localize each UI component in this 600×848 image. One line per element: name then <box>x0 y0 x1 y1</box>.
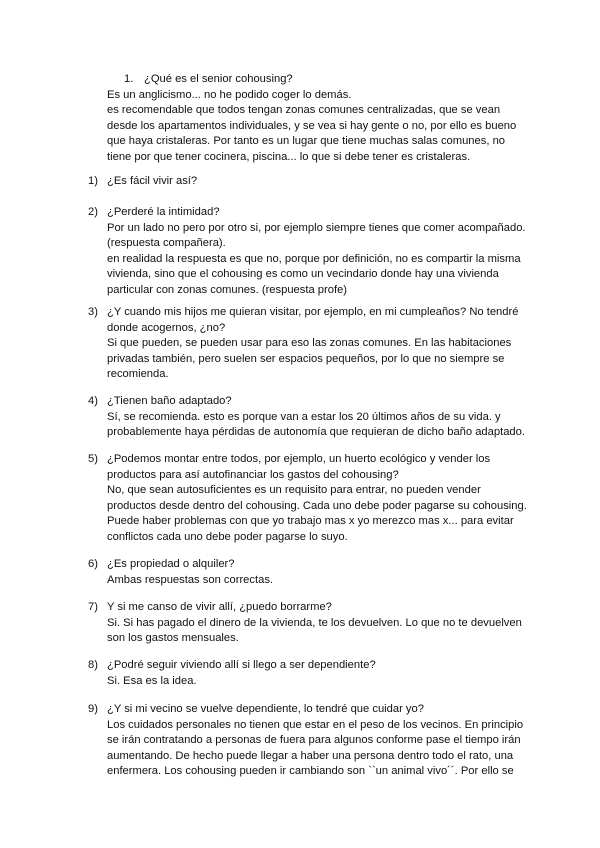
item-number: 8) <box>88 659 98 671</box>
item-question: productos para así autofinanciar los gastos del cohousing? <box>107 468 399 481</box>
item-answer-line: privadas también, pero suelen ser espacios pequeños, por lo que no siempre se <box>107 352 505 365</box>
item-question: ¿Perderé la intimidad? <box>107 206 220 218</box>
intro-line: Es un anglicismo... no he podido coger lo demás. <box>107 88 352 101</box>
item-question: ¿Es propiedad o alquiler? <box>107 558 235 570</box>
item-answer-line: particular con zonas comunes. (respuesta profe) <box>107 284 348 296</box>
intro-line: es recomendable que todos tengan zonas comunes centralizadas, que se vean <box>107 104 501 117</box>
intro-line: que haya cristaleras. Por tanto es un lugar que tiene muchas salas comunes, no <box>107 135 506 148</box>
item-question: donde acogernos, ¿no? <box>107 321 226 334</box>
item-answer-line: enfermera. Los cohousing pueden ir cambiando son ``un animal vivo´´. Por ello se <box>107 765 514 778</box>
item-answer-line: Ambas respuestas son correctas. <box>107 573 274 586</box>
item-number: 7) <box>88 601 98 613</box>
item-answer-line: Sí, se recomienda. esto es porque van a estar los 20 últimos años de su vida. y <box>107 410 501 423</box>
item-answer-line: Si. Esa es la idea. <box>107 674 197 687</box>
item-answer-line: Los cuidados personales no tienen que estar en el peso de los vecinos. En principio <box>107 718 524 731</box>
item-question: ¿Y si mi vecino se vuelve dependiente, lo tendré que cuidar yo? <box>107 703 424 715</box>
item-answer-line: vivienda, sino que el cohousing es como un vecindario donde hay una vivienda <box>107 268 499 281</box>
item-question: ¿Tienen baño adaptado? <box>107 395 232 407</box>
item-question: ¿Podré seguir viviendo allí si llego a ser dependiente? <box>107 659 376 671</box>
item-number: 6) <box>88 558 98 570</box>
item-number: 2) <box>88 206 98 218</box>
item-answer-line: en realidad la respuesta es que no, porque por definición, no es compartir la misma <box>107 252 521 265</box>
item-answer-line: probablemente haya pérdidas de autonomía que requieran de dicho baño adaptado. <box>107 426 525 439</box>
item-answer-line: son los gastos mensuales. <box>107 632 239 645</box>
item-number: 5) <box>88 453 98 465</box>
item-question: Y si me canso de vivir allí, ¿puedo borrarme? <box>107 601 332 613</box>
item-answer-line: Puede haber problemas con que yo trabajo mas x yo merezco mas x... para evitar <box>107 515 514 528</box>
item-number: 3) <box>88 306 98 318</box>
item-answer-line: Por un lado no pero por otro si, por ejemplo siempre tienes que comer acompañado. <box>107 221 526 234</box>
item-question: ¿Podemos montar entre todos, por ejemplo, un huerto ecológico y vender los <box>107 453 491 465</box>
item-question: ¿Y cuando mis hijos me quieran visitar, por ejemplo, en mi cumpleaños? No tendré <box>107 306 519 318</box>
item-question: ¿Es fácil vivir así? <box>107 175 198 187</box>
item-number: 1) <box>88 175 98 187</box>
intro-line: desde los apartamentos individuales, y se vea si hay gente o no, por ello es bueno <box>107 119 517 132</box>
item-answer-line: Si. Si has pagado el dinero de la vivienda, te los devuelven. Lo que no te devuelven <box>107 616 522 629</box>
item-answer-line: conflictos cada uno debe poder pagarse lo suyo. <box>107 531 348 543</box>
intro-question: ¿Qué es el senior cohousing? <box>144 73 293 85</box>
intro-number: 1. <box>124 73 134 85</box>
item-answer-line: No, que sean autosuficientes es un requisito para entrar, no pueden vender <box>107 484 481 497</box>
item-number: 4) <box>88 395 98 407</box>
intro-line: tiene por que tener cocinera, piscina... lo que si debe tener es cristaleras. <box>107 151 471 163</box>
item-answer-line: Si que pueden, se pueden usar para eso las zonas comunes. En las habitaciones <box>107 337 512 350</box>
item-answer-line: aumentando. De hecho puede llegar a haber una persona dentro todo el rato, una <box>107 749 514 762</box>
item-answer-line: se irán contratando a personas de fuera para algunos conforme pase el tiempo irán <box>107 734 521 747</box>
item-number: 9) <box>88 703 98 715</box>
item-answer-line: productos desde dentro del cohousing. Cada uno debe poder pagarse su cohousing. <box>107 499 527 512</box>
item-answer-line: recomienda. <box>107 368 169 381</box>
item-answer-line: (respuesta compañera). <box>107 237 226 250</box>
